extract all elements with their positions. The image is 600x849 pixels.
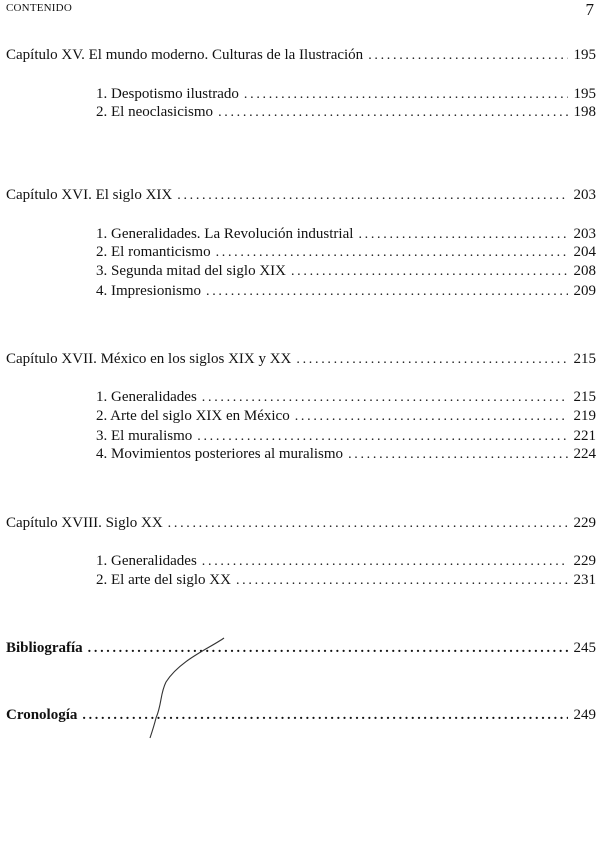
toc-chapter-xvi (6, 187, 596, 204)
running-header-page-number: 7 (585, 0, 594, 19)
toc-chapter-xvii (6, 351, 596, 368)
toc-entry (96, 389, 596, 406)
chapter-title: Capítulo XVIII. Siglo XX (6, 515, 163, 531)
leader-dots (202, 389, 568, 406)
toc-entry (96, 104, 596, 121)
leader-dots (296, 351, 567, 368)
entry-title: 3. Segunda mitad del siglo XIX (96, 263, 286, 279)
leader-dots (291, 263, 568, 280)
backmatter-page: 245 (573, 640, 596, 656)
toc-entry (96, 408, 596, 425)
toc-entry (96, 446, 596, 463)
entry-title: 2. El neoclasicismo (96, 104, 214, 120)
backmatter-page: 249 (573, 707, 596, 723)
toc-chapter-xv (6, 47, 596, 64)
leader-dots (197, 428, 567, 445)
chapter-page: 229 (573, 515, 596, 531)
toc-entry (96, 263, 596, 280)
leader-dots (348, 446, 567, 463)
entry-page: 208 (573, 263, 596, 279)
running-header-section: CONTENIDO (6, 2, 72, 14)
chapter-title: Capítulo XV. El mundo moderno. Culturas de la Ilustración (6, 47, 364, 63)
entry-page: 209 (573, 283, 596, 299)
chapter-page: 203 (573, 187, 596, 203)
entry-page: 229 (573, 553, 596, 569)
entry-title: 2. El romanticismo (96, 244, 211, 260)
leader-dots (218, 104, 567, 121)
entry-page: 231 (573, 572, 596, 588)
backmatter-title: Bibliografía (6, 640, 83, 656)
entry-title: 1. Generalidades (96, 389, 197, 405)
pen-mark-scribble (140, 630, 240, 740)
leader-dots (368, 47, 567, 64)
leader-dots (295, 408, 568, 425)
entry-title: 1. Generalidades (96, 553, 197, 569)
entry-title: 4. Impresionismo (96, 283, 201, 299)
toc-entry (96, 572, 596, 589)
chapter-title: Capítulo XVII. México en los siglos XIX y XX (6, 351, 292, 367)
leader-dots (244, 86, 568, 103)
leader-dots (358, 226, 567, 243)
chapter-page: 195 (573, 47, 596, 63)
toc-bibliography (6, 640, 596, 657)
backmatter-title: Cronología (6, 707, 78, 723)
toc-chapter-xviii (6, 515, 596, 532)
toc-entry (96, 553, 596, 570)
entry-title: 2. Arte del siglo XIX en México (96, 408, 290, 424)
toc-entry (96, 283, 596, 300)
leader-dots (177, 187, 567, 204)
entry-page: 195 (573, 86, 596, 102)
leader-dots (236, 572, 568, 589)
leader-dots (202, 553, 568, 570)
entry-page: 224 (573, 446, 596, 462)
leader-dots (216, 244, 568, 261)
toc-entry (96, 244, 596, 261)
entry-page: 219 (573, 408, 596, 424)
entry-title: 1. Generalidades. La Revolución industrial (96, 226, 354, 242)
leader-dots (168, 515, 568, 532)
toc-entry (96, 428, 596, 445)
entry-page: 204 (573, 244, 596, 260)
entry-page: 221 (573, 428, 596, 444)
entry-title: 1. Despotismo ilustrado (96, 86, 239, 102)
toc-chronology (6, 707, 596, 724)
entry-title: 3. El muralismo (96, 428, 193, 444)
entry-page: 215 (573, 389, 596, 405)
chapter-title: Capítulo XVI. El siglo XIX (6, 187, 173, 203)
entry-title: 4. Movimientos posteriores al muralismo (96, 446, 344, 462)
toc-entry (96, 226, 596, 243)
entry-page: 203 (573, 226, 596, 242)
leader-dots (206, 283, 568, 300)
toc-entry (96, 86, 596, 103)
entry-title: 2. El arte del siglo XX (96, 572, 231, 588)
chapter-page: 215 (573, 351, 596, 367)
entry-page: 198 (573, 104, 596, 120)
